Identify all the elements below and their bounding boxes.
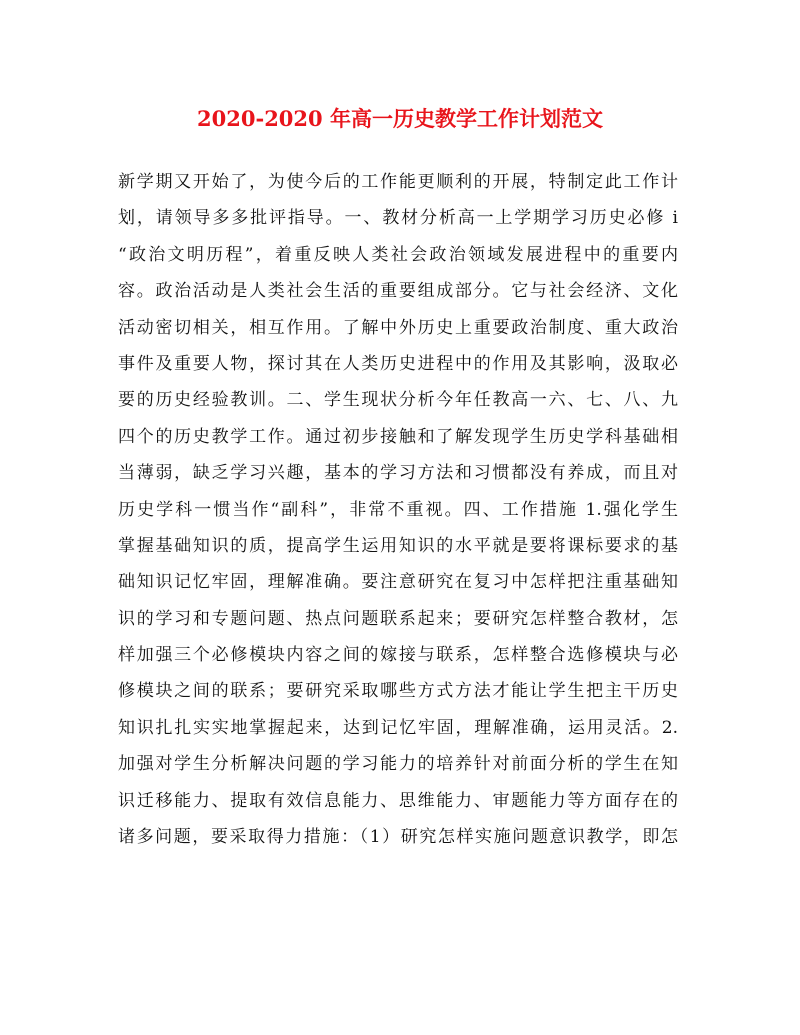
- body-line: 新学期又开始了，为使今后的工作能更顺利的开展，特制定此工作计: [118, 172, 678, 192]
- body-line: 四个的历史教学工作。通过初步接触和了解发现学生历史学科基础相: [118, 426, 678, 447]
- body-line: 当薄弱，缺乏学习兴趣，基本的学习方法和习惯都没有养成，而且对: [118, 463, 678, 484]
- body-line: 活动密切相关，相互作用。了解中外历史上重要政治制度、重大政治: [118, 317, 678, 338]
- body-line: 事件及重要人物，探讨其在人类历史进程中的作用及其影响，汲取必: [118, 353, 678, 374]
- body-line: 样加强三个必修模块内容之间的嫁接与联系，怎样整合选修模块与必: [118, 645, 678, 666]
- body-line: 知识扎扎实实地掌握起来，达到记忆牢固，理解准确，运用灵活。2.: [118, 717, 678, 738]
- body-line: 诸多问题，要采取得力措施：（1）研究怎样实施问题意识教学，即怎: [118, 827, 678, 848]
- body-line: 划，请领导多多批评指导。一、教材分析高一上学期学习历史必修 i: [118, 208, 678, 229]
- body-line: 历史学科一惯当作“副科”，非常不重视。四、工作措施 1.强化学生: [118, 499, 678, 520]
- body-line: 识迁移能力、提取有效信息能力、思维能力、审题能力等方面存在的: [118, 790, 678, 811]
- document-body: [118, 164, 678, 855]
- body-line: 加强对学生分析解决问题的学习能力的培养针对前面分析的学生在知: [118, 754, 678, 775]
- body-line: 容。政治活动是人类社会生活的重要组成部分。它与社会经济、文化: [118, 281, 678, 302]
- body-line: “政治文明历程”，着重反映人类社会政治领域发展进程中的重要内: [118, 244, 678, 265]
- body-line: 础知识记忆牢固，理解准确。要注意研究在复习中怎样把注重基础知: [118, 572, 678, 593]
- body-line: 修模块之间的联系；要研究采取哪些方式方法才能让学生把主干历史: [118, 681, 678, 702]
- body-line: 识的学习和专题问题、热点问题联系起来；要研究怎样整合教材，怎: [118, 608, 678, 629]
- body-line: 掌握基础知识的质，提高学生运用知识的水平就是要将课标要求的基: [118, 535, 678, 556]
- document-title: 2020-2020 年高一历史教学工作计划范文: [197, 106, 603, 131]
- body-line: 要的历史经验教训。二、学生现状分析今年任教高一六、七、八、九: [118, 390, 678, 411]
